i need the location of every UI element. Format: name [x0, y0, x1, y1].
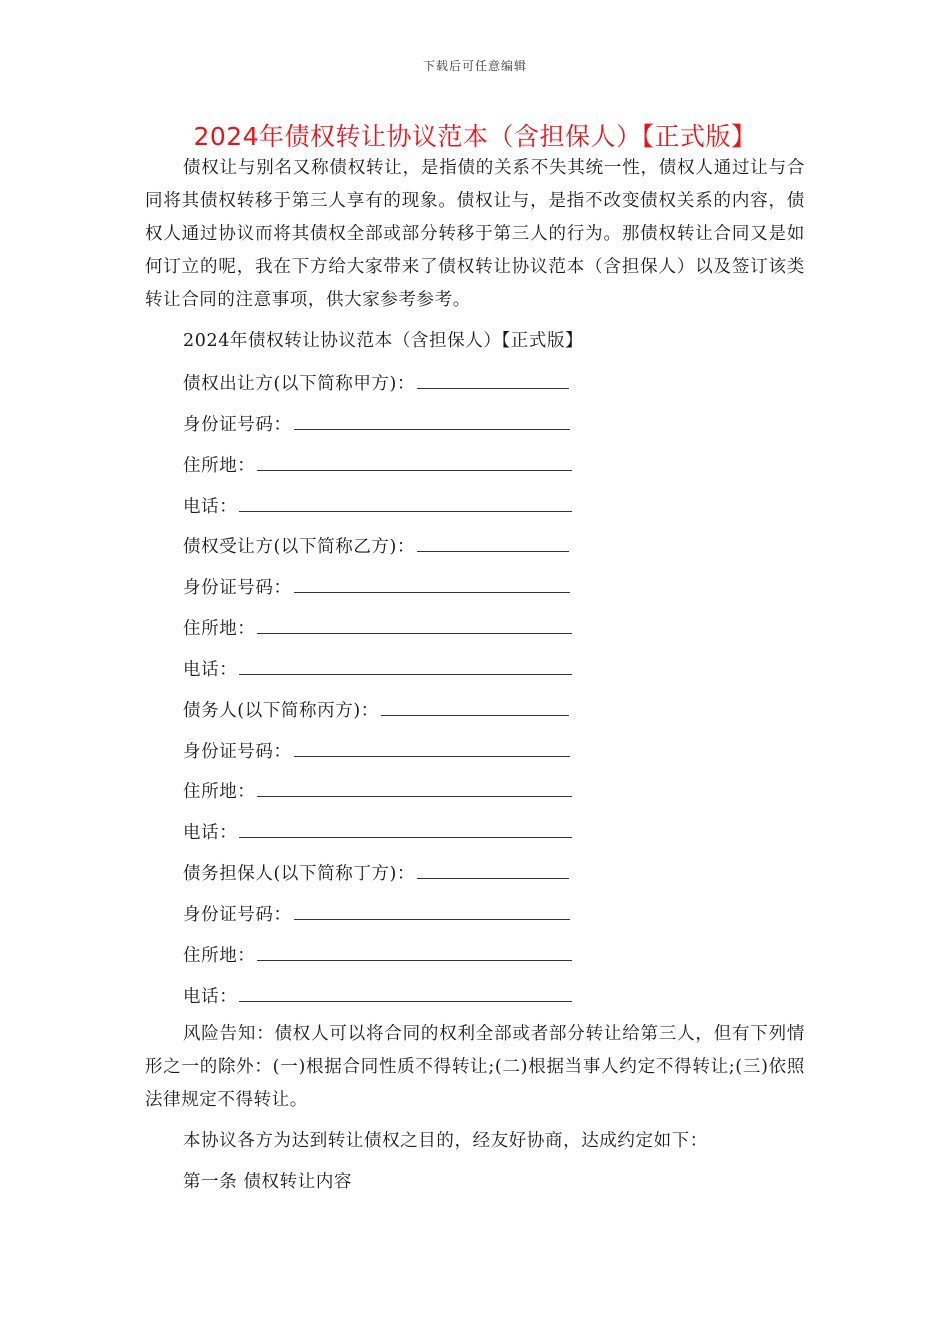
field-party-c: [183, 697, 569, 723]
fill-blank[interactable]: [294, 901, 570, 920]
field-label: 债务人(以下简称丙方)：: [183, 701, 379, 721]
fill-blank[interactable]: [239, 819, 572, 838]
field-label: 住所地：: [183, 619, 256, 639]
field-label: 债务担保人(以下简称丁方)：: [183, 864, 416, 884]
field-party-d-id: [183, 901, 570, 927]
field-party-a: [183, 370, 569, 396]
field-label: 身份证号码：: [183, 905, 292, 925]
field-party-b-phone: [183, 656, 572, 682]
field-label: 身份证号码：: [183, 742, 292, 762]
fill-blank[interactable]: [294, 411, 570, 430]
field-label: 住所地：: [183, 946, 256, 966]
fill-blank[interactable]: [257, 778, 572, 797]
field-label: 债权出让方(以下简称甲方)：: [183, 374, 416, 394]
field-label: 身份证号码：: [183, 415, 292, 435]
field-party-d-address: [183, 942, 572, 968]
fill-blank[interactable]: [381, 697, 569, 716]
fill-blank[interactable]: [294, 738, 570, 757]
field-party-b: [183, 533, 569, 559]
field-party-c-address: [183, 778, 572, 804]
field-label: 住所地：: [183, 456, 256, 476]
header-note: 下载后可任意编辑: [422, 59, 527, 73]
field-party-d-phone: [183, 983, 572, 1009]
field-label: 住所地：: [183, 782, 256, 802]
risk-notice-paragraph: 风险告知：债权人可以将合同的权利全部或者部分转让给第三人，但有下列情形之一的除外：(一)根据合同性质不得转让;(二)根据当事人约定不得转让;(三)依照法律规定不得转让。: [145, 1024, 805, 1110]
field-party-d: [183, 860, 569, 886]
field-party-a-address: [183, 452, 572, 478]
field-label: 身份证号码：: [183, 578, 292, 598]
field-label: 电话：: [183, 660, 238, 680]
field-party-c-phone: [183, 819, 572, 845]
fill-blank[interactable]: [294, 574, 570, 593]
document-title: 2024年债权转让协议范本（含担保人）【正式版】: [193, 122, 757, 151]
agreement-subtitle: 2024年债权转让协议范本（含担保人）【正式版】: [183, 331, 584, 351]
field-label: 电话：: [183, 823, 238, 843]
field-party-b-address: [183, 615, 572, 641]
fill-blank[interactable]: [417, 370, 569, 389]
intro-paragraph: 债权让与别名又称债权转让，是指债的关系不失其统一性，债权人通过让与合同将其债权转移于第三人享有的现象。债权让与，是指不改变债权关系的内容，债权人通过协议而将其债权全部或部分转移于第三人的行为。那债权转让合同又是如何订立的呢，我在下方给大家带来了债权转让协议范本（含担保人）以及签订该类转让合同的注意事项，供大家参考参考。: [145, 158, 805, 310]
article-1-heading: 第一条 债权转让内容: [183, 1172, 353, 1192]
fill-blank[interactable]: [257, 452, 572, 471]
fill-blank[interactable]: [257, 615, 572, 634]
fill-blank[interactable]: [239, 983, 572, 1002]
fill-blank[interactable]: [417, 533, 569, 552]
fill-blank[interactable]: [257, 942, 572, 961]
fill-blank[interactable]: [417, 860, 569, 879]
fill-blank[interactable]: [239, 493, 572, 512]
field-label: 电话：: [183, 987, 238, 1007]
field-party-b-id: [183, 574, 570, 600]
field-party-a-id: [183, 411, 570, 437]
fill-blank[interactable]: [239, 656, 572, 675]
field-party-a-phone: [183, 493, 572, 519]
agreement-intro: 本协议各方为达到转让债权之目的，经友好协商，达成约定如下：: [183, 1131, 708, 1151]
field-label: 债权受让方(以下简称乙方)：: [183, 537, 416, 557]
field-label: 电话：: [183, 497, 238, 517]
field-party-c-id: [183, 738, 570, 764]
